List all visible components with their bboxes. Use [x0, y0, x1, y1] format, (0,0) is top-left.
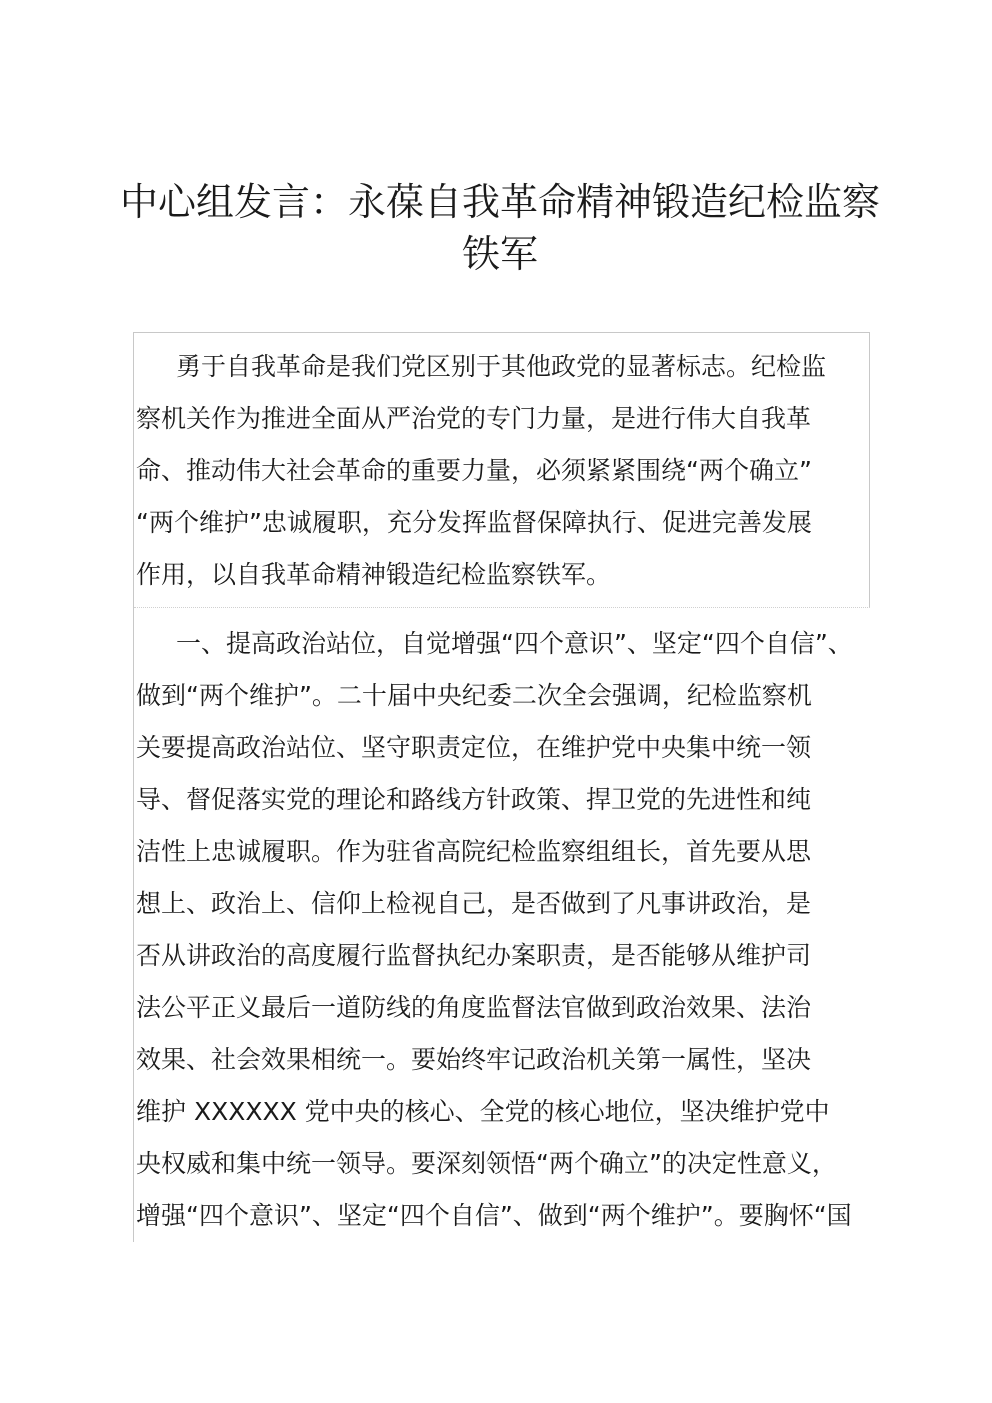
title-line-2: 铁军	[461, 232, 538, 276]
text-line: 否从讲政治的高度履行监督执纪办案职责，是否能够从维护司	[136, 941, 812, 970]
text-line: “两个维护”忠诚履职，充分发挥监督保障执行、促进完善发展	[136, 508, 812, 537]
text-line: 维护 XXXXXX 党中央的核心、全党的核心地位，坚决维护党中	[136, 1097, 830, 1126]
text-line: 关要提高政治站位、坚守职责定位，在维护党中央集中统一领	[136, 733, 812, 762]
text-line: 导、督促落实党的理论和路线方针政策、捍卫党的先进性和纯	[136, 785, 812, 814]
text-line: 一、提高政治站位，自觉增强“四个意识”、坚定“四个自信”、	[176, 629, 853, 658]
text-line: 想上、政治上、信仰上检视自己，是否做到了凡事讲政治，是	[136, 889, 812, 918]
document-body	[133, 332, 870, 1242]
text-line: 命、推动伟大社会革命的重要力量，必须紧紧围绕“两个确立”	[136, 456, 812, 485]
text-line: 增强“四个意识”、坚定“四个自信”、做到“两个维护”。要胸怀“国	[136, 1201, 852, 1230]
document-title	[100, 176, 900, 280]
paragraph-intro	[134, 332, 870, 607]
text-line: 洁性上忠诚履职。作为驻省高院纪检监察组组长，首先要从思	[136, 837, 812, 866]
text-line: 做到“两个维护”。二十届中央纪委二次全会强调，纪检监察机	[136, 681, 812, 710]
text-line: 央权威和集中统一领导。要深刻领悟“两个确立”的决定性意义，	[136, 1149, 837, 1178]
paragraph-section-1	[134, 607, 870, 1242]
text-line: 勇于自我革命是我们党区别于其他政党的显著标志。纪检监	[176, 352, 827, 381]
title-line-1: 中心组发言：永葆自我革命精神锻造纪检监察	[119, 180, 880, 224]
text-line: 效果、社会效果相统一。要始终牢记政治机关第一属性，坚决	[136, 1045, 812, 1074]
text-line: 作用，以自我革命精神锻造纪检监察铁军。	[136, 560, 612, 589]
text-line: 察机关作为推进全面从严治党的专门力量，是进行伟大自我革	[136, 404, 812, 433]
text-line: 法公平正义最后一道防线的角度监督法官做到政治效果、法治	[136, 993, 812, 1022]
